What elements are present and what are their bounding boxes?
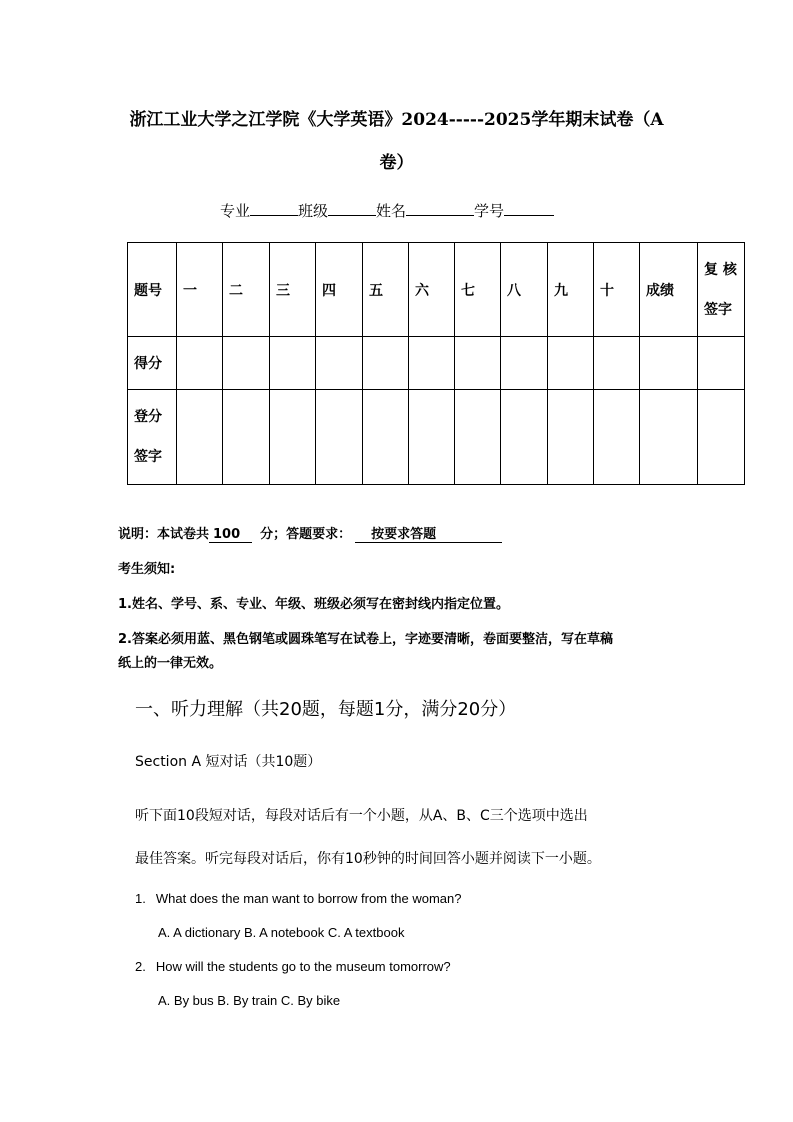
score-cell[interactable] — [501, 337, 548, 390]
class-label: 班级 — [298, 202, 329, 220]
header-cell: 一 — [177, 243, 223, 337]
question-number: 2. — [135, 959, 146, 974]
note-prefix: 说明：本试卷共 — [118, 527, 210, 542]
name-blank[interactable] — [406, 201, 474, 216]
header-cell: 五 — [363, 243, 409, 337]
sign-cell[interactable] — [409, 390, 455, 485]
header-cell: 成绩 — [640, 243, 698, 337]
question-text: How will the students go to the museum tomorrow? — [155, 959, 451, 974]
sign-cell[interactable] — [316, 390, 363, 485]
question-2-options: A. By bus B. By train C. By bike — [158, 993, 341, 1008]
instructions-1: 听下面10段短对话，每段对话后有一个小题，从A、B、C三个选项中选出 — [135, 808, 588, 824]
major-blank[interactable] — [250, 201, 298, 216]
notice-2b: 纸上的一律无效。 — [118, 656, 223, 671]
header-cell: 九 — [548, 243, 594, 337]
major-label: 专业 — [220, 202, 251, 220]
header-cell: 二 — [223, 243, 270, 337]
score-cell[interactable] — [640, 337, 698, 390]
score-table — [127, 242, 745, 485]
score-cell[interactable] — [177, 337, 223, 390]
sign-cell[interactable] — [455, 390, 501, 485]
score-cell[interactable] — [316, 337, 363, 390]
sign-row — [128, 390, 745, 485]
title-line-1: 浙江工业大学之江学院《大学英语》2024-----2025学年期末试卷（A — [129, 110, 664, 130]
score-row — [128, 337, 745, 390]
class-blank[interactable] — [328, 201, 376, 216]
instructions-2: 最佳答案。听完每段对话后，你有10秒钟的时间回答小题并阅读下一小题。 — [135, 851, 601, 867]
question-2 — [135, 959, 451, 974]
header-cell: 八 — [501, 243, 548, 337]
title-line-2: 卷） — [379, 153, 414, 173]
sign-cell[interactable] — [177, 390, 223, 485]
score-cell[interactable] — [363, 337, 409, 390]
name-label: 姓名 — [376, 202, 407, 220]
sign-cell[interactable] — [270, 390, 316, 485]
sign-cell[interactable] — [363, 390, 409, 485]
header-row — [128, 243, 745, 337]
sign-cell[interactable] — [698, 390, 745, 485]
id-blank[interactable] — [504, 201, 554, 216]
header-cell: 七 — [455, 243, 501, 337]
header-cell: 四 — [316, 243, 363, 337]
score-cell[interactable] — [270, 337, 316, 390]
score-cell[interactable] — [223, 337, 270, 390]
notice-1: 1.姓名、学号、系、专业、年级、班级必须写在密封线内指定位置。 — [118, 597, 509, 612]
sign-cell[interactable] — [223, 390, 270, 485]
question-text: What does the man want to borrow from the woman? — [155, 891, 462, 906]
section-heading: 一、听力理解（共20题，每题1分，满分20分） — [135, 699, 517, 720]
notice-title: 考生须知: — [118, 562, 176, 577]
question-1 — [135, 891, 462, 906]
score-cell[interactable] — [698, 337, 745, 390]
row-label: 登分 签字 — [128, 390, 177, 485]
sign-cell[interactable] — [548, 390, 594, 485]
question-number: 1. — [135, 891, 146, 906]
sign-cell[interactable] — [501, 390, 548, 485]
header-cell: 复 核 签字 — [698, 243, 745, 337]
note-req: 按要求答题 — [355, 527, 502, 543]
score-cell[interactable] — [455, 337, 501, 390]
score-cell[interactable] — [594, 337, 640, 390]
header-cell: 十 — [594, 243, 640, 337]
header-cell: 六 — [409, 243, 455, 337]
sign-cell[interactable] — [640, 390, 698, 485]
header-cell: 题号 — [128, 243, 177, 337]
row-label: 得分 — [128, 337, 177, 390]
id-label: 学号 — [474, 202, 505, 220]
subsection-heading: Section A 短对话（共10题） — [135, 754, 322, 770]
student-fields — [220, 200, 554, 221]
notice-2a: 2.答案必须用蓝、黑色钢笔或圆珠笔写在试卷上，字迹要清晰，卷面要整洁，写在草稿 — [118, 632, 613, 647]
score-cell[interactable] — [548, 337, 594, 390]
header-cell: 三 — [270, 243, 316, 337]
note-total: 100 — [209, 527, 252, 543]
question-1-options: A. A dictionary B. A notebook C. A textbook — [158, 925, 405, 940]
exam-note — [118, 523, 502, 542]
score-cell[interactable] — [409, 337, 455, 390]
sign-cell[interactable] — [594, 390, 640, 485]
note-mid: 分；答题要求： — [260, 527, 352, 542]
